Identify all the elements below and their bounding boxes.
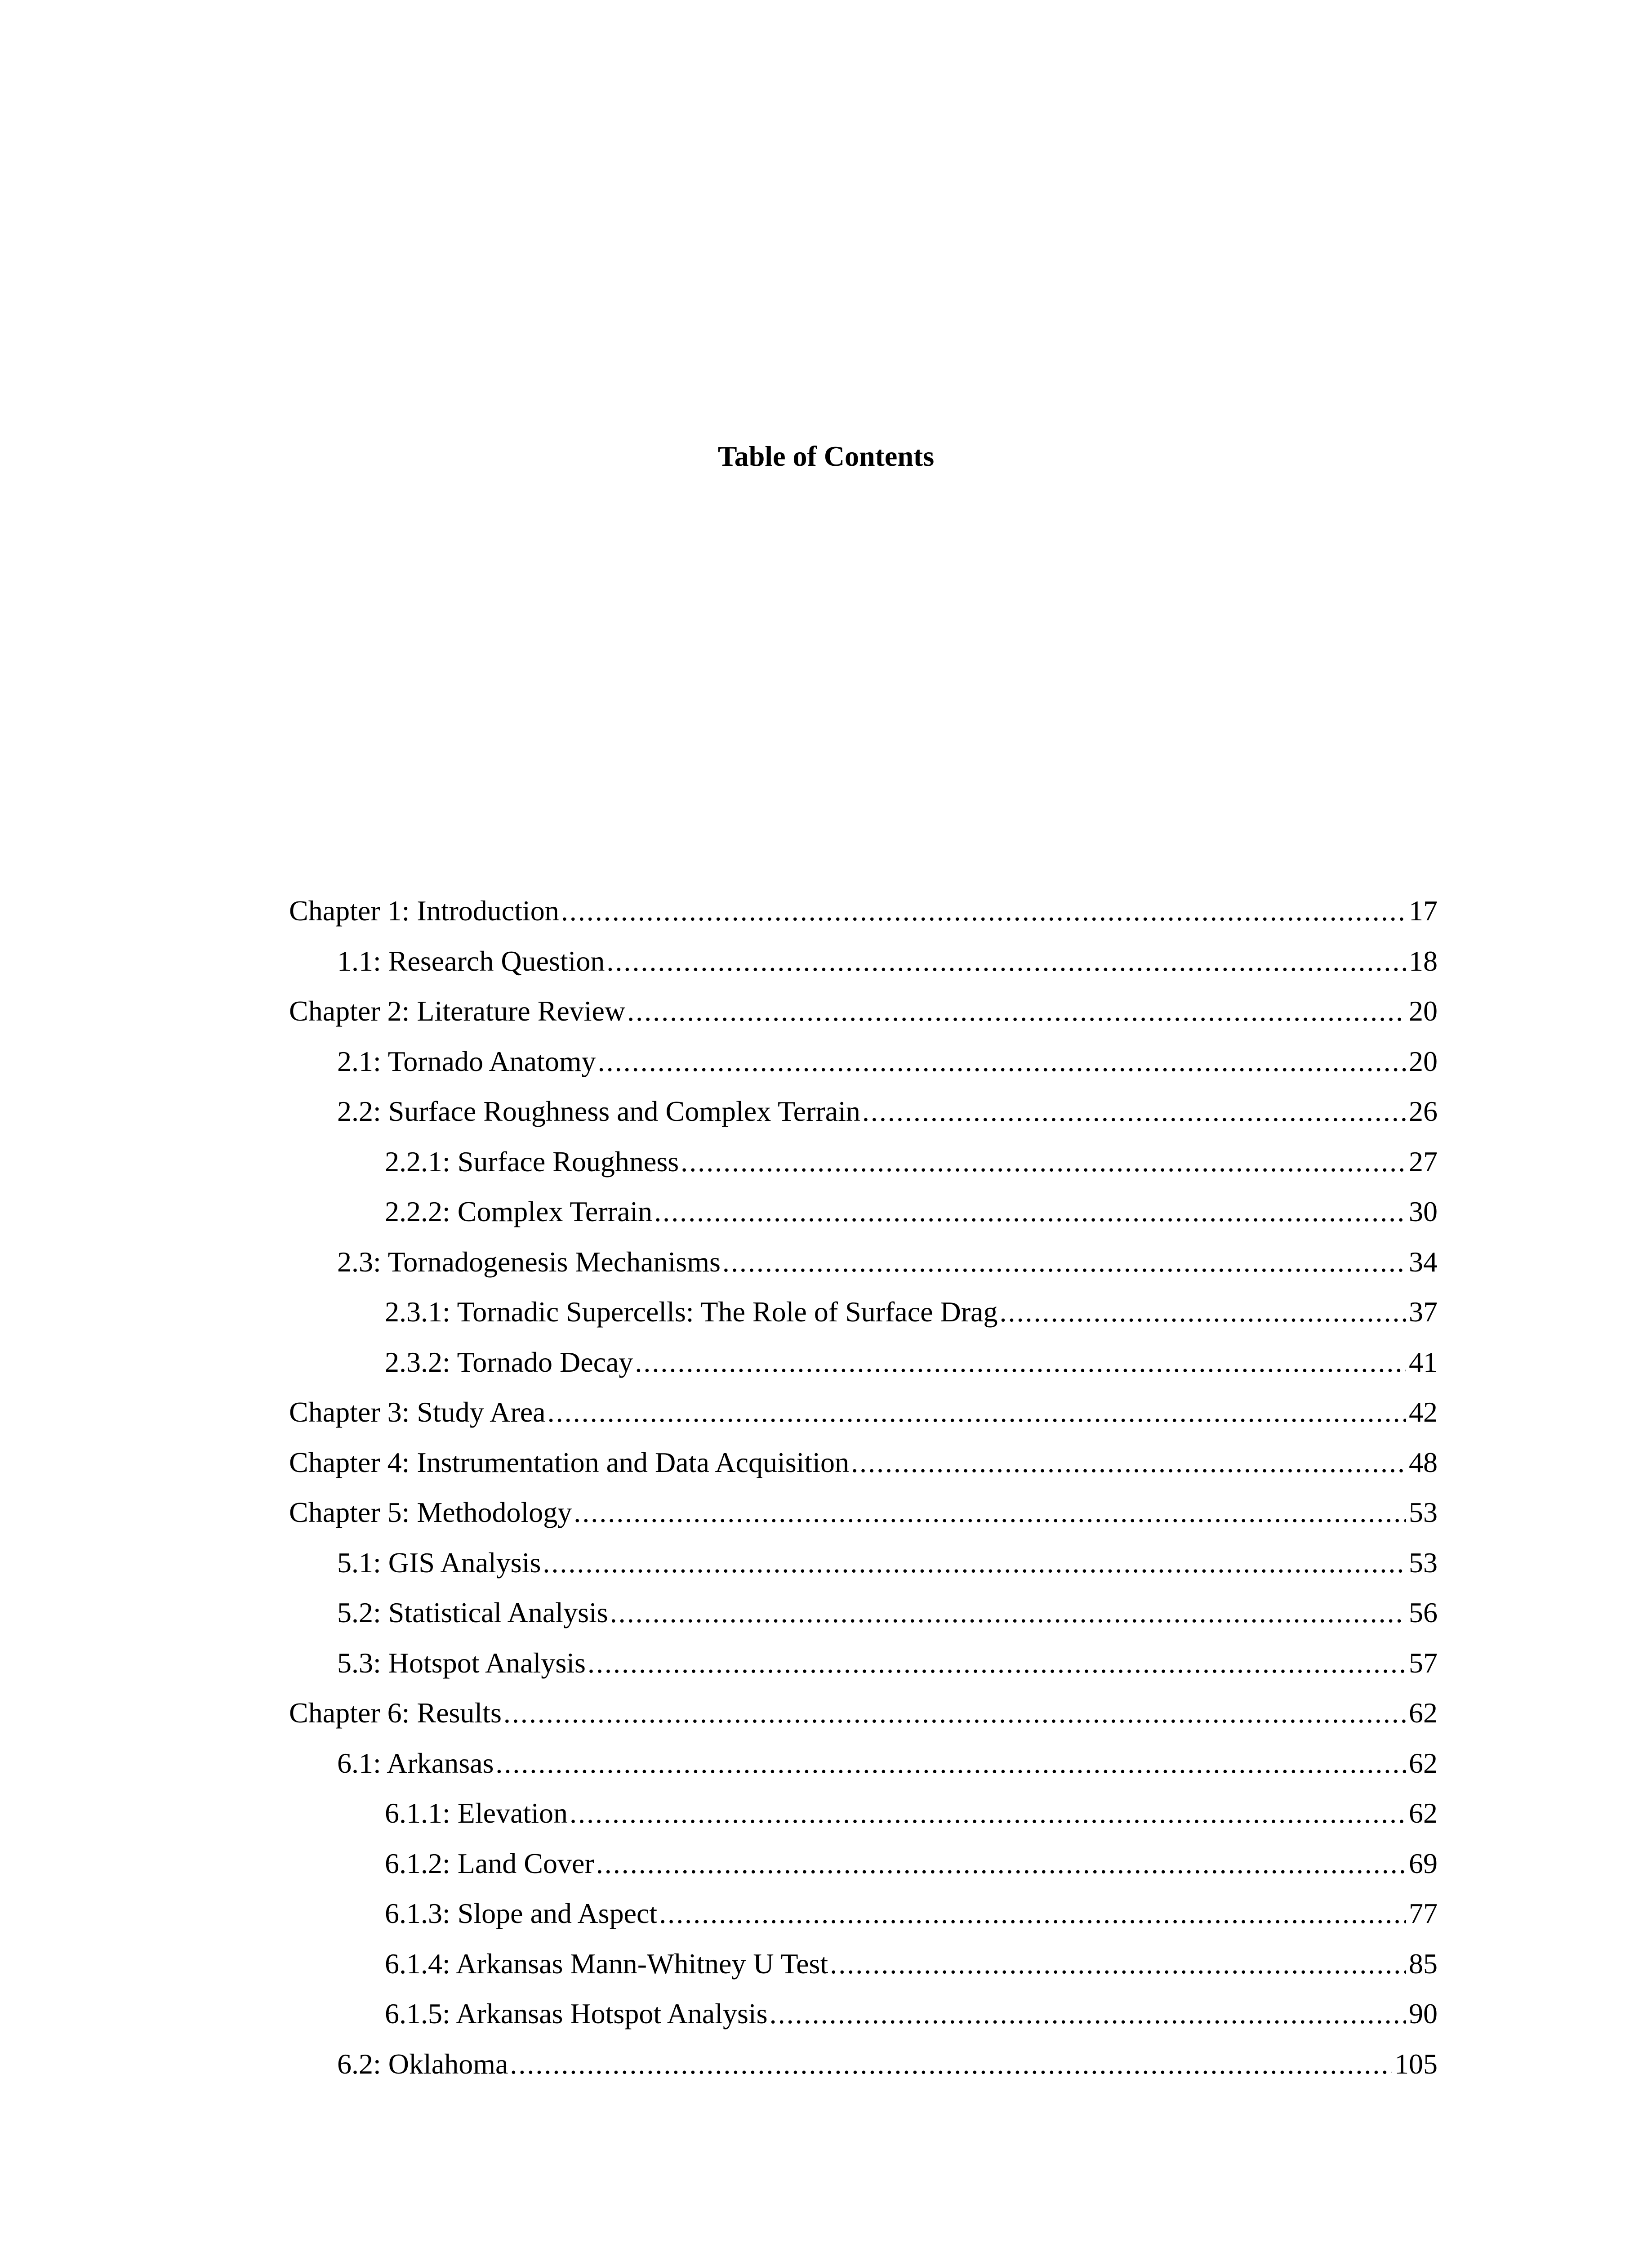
toc-entry-label: 2.3: Tornadogenesis Mechanisms — [337, 1245, 721, 1278]
toc-entry — [289, 1387, 1438, 1437]
toc-entry — [289, 1688, 1438, 1738]
toc-entry-label: Chapter 1: Introduction — [289, 895, 559, 927]
toc-entry-page-number: 41 — [1409, 1346, 1438, 1378]
toc-entry — [289, 1036, 1438, 1087]
dot-leader — [570, 1788, 1406, 1838]
toc-entry-page-number: 53 — [1409, 1496, 1438, 1528]
dot-leader — [722, 1237, 1406, 1287]
toc-entry-page-number: 53 — [1409, 1546, 1438, 1579]
toc-entry-page-number: 20 — [1409, 1045, 1438, 1077]
toc-entry-page-number: 57 — [1409, 1646, 1438, 1679]
toc-entry-page-number: 26 — [1409, 1095, 1438, 1127]
dot-leader — [574, 1487, 1406, 1538]
dot-leader — [851, 1437, 1406, 1488]
toc-entry-label: Chapter 4: Instrumentation and Data Acquisition — [289, 1446, 849, 1478]
toc-entry-page-number: 56 — [1409, 1597, 1438, 1628]
toc-entry — [289, 1287, 1438, 1337]
toc-entry — [289, 1538, 1438, 1588]
toc-entry — [289, 1337, 1438, 1387]
dot-leader — [681, 1137, 1406, 1187]
toc-entry — [289, 1588, 1438, 1638]
toc-entry — [289, 1838, 1438, 1889]
toc-entry — [289, 1638, 1438, 1688]
dot-leader — [503, 1688, 1406, 1738]
toc-entry — [289, 1487, 1438, 1538]
toc-entry-page-number: 30 — [1409, 1195, 1438, 1227]
toc-entry-page-number: 17 — [1409, 895, 1438, 927]
toc-entry-page-number: 77 — [1409, 1897, 1438, 1929]
toc-entry-label: 6.2: Oklahoma — [337, 2047, 508, 2080]
toc-entry-page-number: 105 — [1394, 2047, 1438, 2080]
dot-leader — [561, 886, 1406, 936]
toc-entry-label: Chapter 5: Methodology — [289, 1496, 572, 1528]
toc-entry — [289, 886, 1438, 936]
toc-entry — [289, 1086, 1438, 1137]
toc-entry-label: Chapter 3: Study Area — [289, 1396, 546, 1428]
toc-entry-page-number: 90 — [1409, 1998, 1438, 2029]
toc-entry — [289, 986, 1438, 1036]
toc-entry-label: 5.2: Statistical Analysis — [337, 1597, 608, 1628]
toc-entry — [289, 1437, 1438, 1488]
toc-entry — [289, 1186, 1438, 1237]
dot-leader — [830, 1939, 1406, 1989]
toc-entry-page-number: 34 — [1409, 1245, 1438, 1278]
toc-entry-label: 2.3.1: Tornadic Supercells: The Role of Surface Drag — [385, 1296, 998, 1328]
toc-entry — [289, 2039, 1438, 2089]
toc-entry-label: 6.1: Arkansas — [337, 1747, 494, 1779]
dot-leader — [999, 1287, 1406, 1337]
toc-entry-label: 2.2: Surface Roughness and Complex Terrain — [337, 1095, 860, 1127]
dot-leader — [654, 1186, 1406, 1237]
dot-leader — [606, 936, 1406, 986]
toc-entry-page-number: 37 — [1409, 1296, 1438, 1328]
toc-entry — [289, 936, 1438, 986]
page-title: Table of Contents — [717, 440, 935, 472]
toc-entry-page-number: 62 — [1409, 1697, 1438, 1729]
toc-entry-page-number: 48 — [1409, 1446, 1438, 1478]
toc-entry-label: 2.2.1: Surface Roughness — [385, 1145, 679, 1178]
dot-leader — [548, 1387, 1406, 1437]
toc-entry — [289, 1788, 1438, 1838]
toc-entry-page-number: 85 — [1409, 1947, 1438, 1980]
toc-entry — [289, 1989, 1438, 2039]
toc-entry-page-number: 27 — [1409, 1145, 1438, 1178]
dot-leader — [510, 2039, 1392, 2089]
toc-entry-label: 6.1.5: Arkansas Hotspot Analysis — [385, 1998, 768, 2029]
toc-entry-label: Chapter 6: Results — [289, 1697, 502, 1729]
dot-leader — [635, 1337, 1406, 1387]
toc-entry — [289, 1888, 1438, 1939]
dot-leader — [659, 1888, 1406, 1939]
toc-entry-label: 2.3.2: Tornado Decay — [385, 1346, 633, 1378]
dot-leader — [610, 1588, 1406, 1638]
dot-leader — [770, 1989, 1406, 2039]
toc-entry-label: 1.1: Research Question — [337, 945, 605, 977]
toc-entry-label: 2.1: Tornado Anatomy — [337, 1045, 596, 1077]
toc-entry-label: 6.1.3: Slope and Aspect — [385, 1897, 658, 1929]
table-of-contents — [289, 886, 1438, 2089]
toc-entry-label: 5.1: GIS Analysis — [337, 1546, 541, 1579]
dot-leader — [588, 1638, 1406, 1688]
dot-leader — [862, 1086, 1406, 1137]
dot-leader — [596, 1838, 1406, 1889]
toc-entry-label: 5.3: Hotspot Analysis — [337, 1646, 586, 1679]
toc-entry-label: Chapter 2: Literature Review — [289, 995, 626, 1027]
toc-entry-label: 6.1.4: Arkansas Mann-Whitney U Test — [385, 1947, 828, 1980]
toc-entry-page-number: 69 — [1409, 1847, 1438, 1879]
toc-entry — [289, 1738, 1438, 1789]
dot-leader — [598, 1036, 1406, 1087]
dot-leader — [543, 1538, 1406, 1588]
toc-entry-page-number: 20 — [1409, 995, 1438, 1027]
toc-entry — [289, 1137, 1438, 1187]
toc-entry-page-number: 42 — [1409, 1396, 1438, 1428]
toc-entry-label: 2.2.2: Complex Terrain — [385, 1195, 653, 1227]
toc-entry-label: 6.1.1: Elevation — [385, 1797, 568, 1829]
toc-entry-page-number: 62 — [1409, 1797, 1438, 1829]
dot-leader — [627, 986, 1406, 1036]
toc-entry-page-number: 18 — [1409, 945, 1438, 977]
toc-entry-label: 6.1.2: Land Cover — [385, 1847, 594, 1879]
toc-entry-page-number: 62 — [1409, 1747, 1438, 1779]
dot-leader — [495, 1738, 1406, 1789]
toc-entry — [289, 1237, 1438, 1287]
toc-entry — [289, 1939, 1438, 1989]
